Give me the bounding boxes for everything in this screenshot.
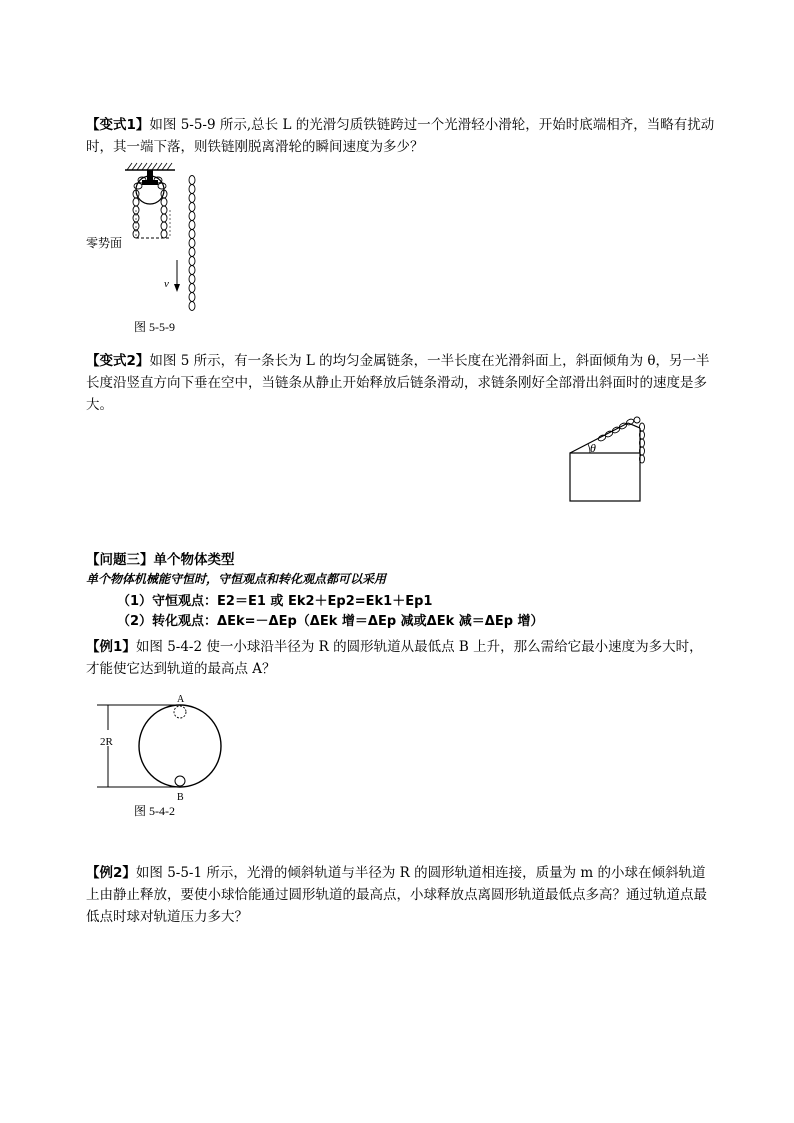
variant1-text: 如图 5-5-9 所示,总长 L 的光滑匀质铁链跨过一个光滑轻小滑轮，开始时底端相齐，当略有扰动时，其一端下落，则铁链刚脱离滑轮的瞬间速度为多少？: [86, 117, 715, 155]
example1-paragraph: [86, 636, 716, 680]
conservation-view: （1）守恒观点：E2＝E1 或 Ek2＋Ep2=Ek1＋Ep1: [117, 594, 433, 609]
circular-track-figure: [94, 694, 234, 794]
variant2-tag: 【变式2】: [86, 353, 150, 369]
example1-text: 如图 5-4-2 使一小球沿半径为 R 的圆形轨道从最低点 B 上升，那么需给它最小速度为多大时，才能使它达到轨道的最高点 A？: [86, 639, 703, 677]
incline-chain-figure: [560, 408, 660, 508]
label-a: A: [177, 694, 185, 705]
problem3-heading: 【问题三】单个物体类型: [86, 552, 235, 568]
example2-text: 如图 5-5-1 所示，光滑的倾斜轨道与半径为 R 的圆形轨道相连接，质量为 m 的小球在倾斜轨道上由静止释放，要使小球恰能通过圆形轨道的最高点，小球释放点离圆形轨道最低点多高？通过轨道点最低点时球对轨道压力多大？: [86, 865, 707, 925]
velocity-label: v: [164, 278, 169, 290]
example1-tag: 【例1】: [86, 639, 136, 655]
transformation-view: （2）转化观点：ΔEk=－ΔEp（ΔEk 增＝ΔEp 减或ΔEk 减＝ΔEp 增）: [117, 614, 544, 629]
problem3-note: 单个物体机械能守恒时，守恒观点和转化观点都可以采用: [86, 572, 387, 586]
zero-potential-label: 零势面: [86, 236, 123, 250]
label-b: B: [177, 792, 184, 803]
variant1-paragraph: [86, 114, 716, 158]
example2-paragraph: [86, 862, 716, 928]
figure-5-5-9-caption: 图 5-5-9: [134, 320, 175, 334]
figure-5-4-2-caption: 图 5-4-2: [134, 804, 175, 818]
theta-label: θ: [590, 441, 596, 455]
variant2-text: 如图 5 所示，有一条长为 L 的均匀金属链条，一半长度在光滑斜面上，斜面倾角为 θ，另一半长度沿竖直方向下垂在空中，当链条从静止开始释放后链条滑动，求链条刚好全部滑出斜面时的速度是多大。: [86, 353, 710, 413]
example2-tag: 【例2】: [86, 865, 136, 881]
variant2-paragraph: [86, 350, 716, 416]
label-2r: 2R: [100, 736, 113, 748]
variant1-tag: 【变式1】: [86, 117, 150, 133]
